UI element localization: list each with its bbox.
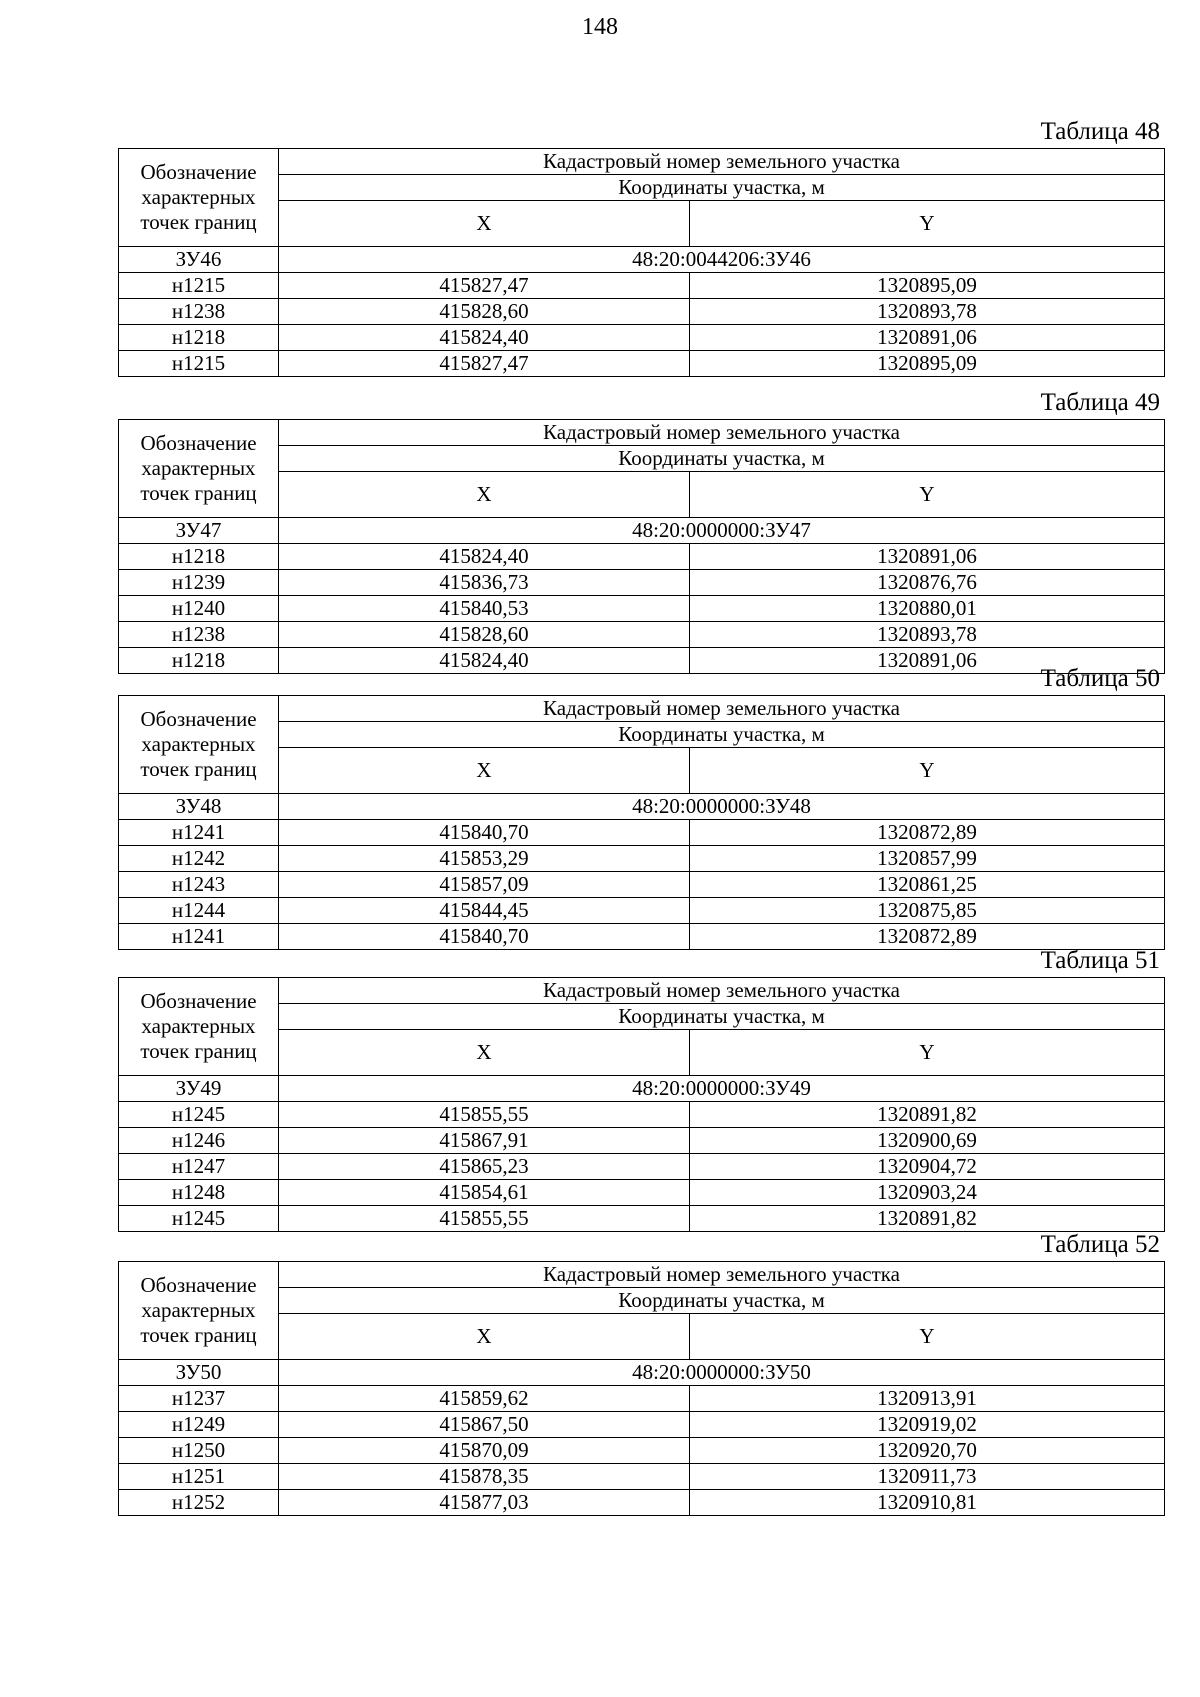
cadastral-header: Кадастровый номер земельного участка [279, 149, 1165, 175]
parcel-row [119, 794, 1165, 820]
y-coordinate: 1320893,78 [690, 622, 1165, 648]
table-row [119, 1412, 1165, 1438]
y-coordinate: 1320875,85 [690, 898, 1165, 924]
x-coordinate: 415859,62 [279, 1386, 690, 1412]
page-number: 148 [582, 14, 618, 40]
point-name: н1244 [119, 898, 279, 924]
coords-header: Координаты участка, м [279, 1004, 1165, 1030]
x-coordinate: 415828,60 [279, 299, 690, 325]
point-name: н1251 [119, 1464, 279, 1490]
y-coordinate: 1320903,24 [690, 1180, 1165, 1206]
cadastral-header: Кадастровый номер земельного участка [279, 420, 1165, 446]
point-name: н1242 [119, 846, 279, 872]
point-name: н1248 [119, 1180, 279, 1206]
coordinate-table-block [118, 387, 1164, 674]
coordinates-table [118, 977, 1165, 1232]
y-coordinate: 1320891,06 [690, 325, 1165, 351]
point-name: н1218 [119, 544, 279, 570]
x-header: X [279, 201, 690, 247]
x-coordinate: 415853,29 [279, 846, 690, 872]
parcel-row [119, 1360, 1165, 1386]
x-coordinate: 415854,61 [279, 1180, 690, 1206]
table-caption: Таблица 49 [1040, 389, 1160, 416]
point-name: н1241 [119, 924, 279, 950]
x-coordinate: 415857,09 [279, 872, 690, 898]
parcel-id: ЗУ49 [119, 1076, 279, 1102]
table-row [119, 1180, 1165, 1206]
point-name: н1239 [119, 570, 279, 596]
y-coordinate: 1320872,89 [690, 820, 1165, 846]
point-name: н1247 [119, 1154, 279, 1180]
x-coordinate: 415877,03 [279, 1490, 690, 1516]
point-name: н1238 [119, 299, 279, 325]
y-coordinate: 1320891,06 [690, 544, 1165, 570]
table-row [119, 1102, 1165, 1128]
y-coordinate: 1320876,76 [690, 570, 1165, 596]
point-name: н1218 [119, 325, 279, 351]
x-coordinate: 415855,55 [279, 1206, 690, 1232]
x-coordinate: 415827,47 [279, 273, 690, 299]
coordinates-table [118, 1261, 1165, 1516]
y-coordinate: 1320872,89 [690, 924, 1165, 950]
y-coordinate: 1320895,09 [690, 351, 1165, 377]
point-name: н1252 [119, 1490, 279, 1516]
x-coordinate: 415824,40 [279, 648, 690, 674]
table-row [119, 1154, 1165, 1180]
x-coordinate: 415827,47 [279, 351, 690, 377]
table-row [119, 544, 1165, 570]
coords-header: Координаты участка, м [279, 175, 1165, 201]
y-coordinate: 1320880,01 [690, 596, 1165, 622]
table-row [119, 898, 1165, 924]
table-row [119, 1128, 1165, 1154]
x-header: X [279, 1314, 690, 1360]
coordinates-table [118, 695, 1165, 950]
x-header: X [279, 472, 690, 518]
y-coordinate: 1320900,69 [690, 1128, 1165, 1154]
table-row [119, 351, 1165, 377]
points-header: Обозначение характерных точек границ [119, 420, 279, 518]
coordinates-table [118, 148, 1165, 377]
cadastral-number: 48:20:0000000:ЗУ47 [279, 518, 1165, 544]
table-row [119, 1490, 1165, 1516]
y-coordinate: 1320861,25 [690, 872, 1165, 898]
points-header: Обозначение характерных точек границ [119, 149, 279, 247]
coords-header: Координаты участка, м [279, 1288, 1165, 1314]
y-coordinate: 1320893,78 [690, 299, 1165, 325]
table-row [119, 846, 1165, 872]
y-coordinate: 1320891,06 [690, 648, 1165, 674]
y-coordinate: 1320891,82 [690, 1206, 1165, 1232]
cadastral-number: 48:20:0000000:ЗУ48 [279, 794, 1165, 820]
y-coordinate: 1320904,72 [690, 1154, 1165, 1180]
y-coordinate: 1320919,02 [690, 1412, 1165, 1438]
parcel-row [119, 1076, 1165, 1102]
cadastral-number: 48:20:0044206:ЗУ46 [279, 247, 1165, 273]
table-caption: Таблица 52 [1040, 1231, 1160, 1258]
table-row [119, 622, 1165, 648]
table-caption: Таблица 51 [1040, 947, 1160, 974]
points-header: Обозначение характерных точек границ [119, 1262, 279, 1360]
x-coordinate: 415867,50 [279, 1412, 690, 1438]
points-header: Обозначение характерных точек границ [119, 696, 279, 794]
coordinate-table-block [118, 1229, 1164, 1516]
table-row [119, 299, 1165, 325]
point-name: н1218 [119, 648, 279, 674]
cadastral-header: Кадастровый номер земельного участка [279, 978, 1165, 1004]
coordinate-table-block [118, 945, 1164, 1232]
x-coordinate: 415844,45 [279, 898, 690, 924]
point-name: н1240 [119, 596, 279, 622]
parcel-id: ЗУ46 [119, 247, 279, 273]
y-coordinate: 1320891,82 [690, 1102, 1165, 1128]
x-coordinate: 415840,70 [279, 820, 690, 846]
table-row [119, 872, 1165, 898]
table-caption: Таблица 50 [1040, 665, 1160, 692]
table-row [119, 273, 1165, 299]
x-coordinate: 415855,55 [279, 1102, 690, 1128]
table-row [119, 325, 1165, 351]
point-name: н1215 [119, 273, 279, 299]
table-row [119, 596, 1165, 622]
table-row [119, 570, 1165, 596]
point-name: н1237 [119, 1386, 279, 1412]
table-caption: Таблица 48 [1040, 118, 1160, 145]
x-coordinate: 415840,70 [279, 924, 690, 950]
point-name: н1243 [119, 872, 279, 898]
cadastral-header: Кадастровый номер земельного участка [279, 1262, 1165, 1288]
coords-header: Координаты участка, м [279, 722, 1165, 748]
y-header: Y [690, 1030, 1165, 1076]
point-name: н1245 [119, 1206, 279, 1232]
x-coordinate: 415828,60 [279, 622, 690, 648]
points-header: Обозначение характерных точек границ [119, 978, 279, 1076]
table-row [119, 1464, 1165, 1490]
point-name: н1238 [119, 622, 279, 648]
coordinates-table [118, 419, 1165, 674]
parcel-row [119, 518, 1165, 544]
point-name: н1246 [119, 1128, 279, 1154]
y-coordinate: 1320910,81 [690, 1490, 1165, 1516]
coords-header: Координаты участка, м [279, 446, 1165, 472]
point-name: н1249 [119, 1412, 279, 1438]
coordinate-table-block [118, 116, 1164, 377]
y-header: Y [690, 748, 1165, 794]
table-row [119, 1386, 1165, 1412]
x-header: X [279, 748, 690, 794]
y-header: Y [690, 1314, 1165, 1360]
parcel-row [119, 247, 1165, 273]
cadastral-number: 48:20:0000000:ЗУ49 [279, 1076, 1165, 1102]
y-coordinate: 1320857,99 [690, 846, 1165, 872]
coordinate-table-block [118, 663, 1164, 950]
parcel-id: ЗУ47 [119, 518, 279, 544]
y-coordinate: 1320911,73 [690, 1464, 1165, 1490]
y-coordinate: 1320913,91 [690, 1386, 1165, 1412]
y-coordinate: 1320895,09 [690, 273, 1165, 299]
x-coordinate: 415865,23 [279, 1154, 690, 1180]
x-coordinate: 415878,35 [279, 1464, 690, 1490]
point-name: н1245 [119, 1102, 279, 1128]
table-row [119, 820, 1165, 846]
x-coordinate: 415870,09 [279, 1438, 690, 1464]
table-row [119, 1438, 1165, 1464]
x-coordinate: 415824,40 [279, 325, 690, 351]
y-header: Y [690, 201, 1165, 247]
x-coordinate: 415836,73 [279, 570, 690, 596]
y-header: Y [690, 472, 1165, 518]
point-name: н1241 [119, 820, 279, 846]
cadastral-number: 48:20:0000000:ЗУ50 [279, 1360, 1165, 1386]
point-name: н1250 [119, 1438, 279, 1464]
table-row [119, 1206, 1165, 1232]
parcel-id: ЗУ50 [119, 1360, 279, 1386]
x-coordinate: 415867,91 [279, 1128, 690, 1154]
y-coordinate: 1320920,70 [690, 1438, 1165, 1464]
x-coordinate: 415824,40 [279, 544, 690, 570]
parcel-id: ЗУ48 [119, 794, 279, 820]
cadastral-header: Кадастровый номер земельного участка [279, 696, 1165, 722]
x-coordinate: 415840,53 [279, 596, 690, 622]
point-name: н1215 [119, 351, 279, 377]
x-header: X [279, 1030, 690, 1076]
